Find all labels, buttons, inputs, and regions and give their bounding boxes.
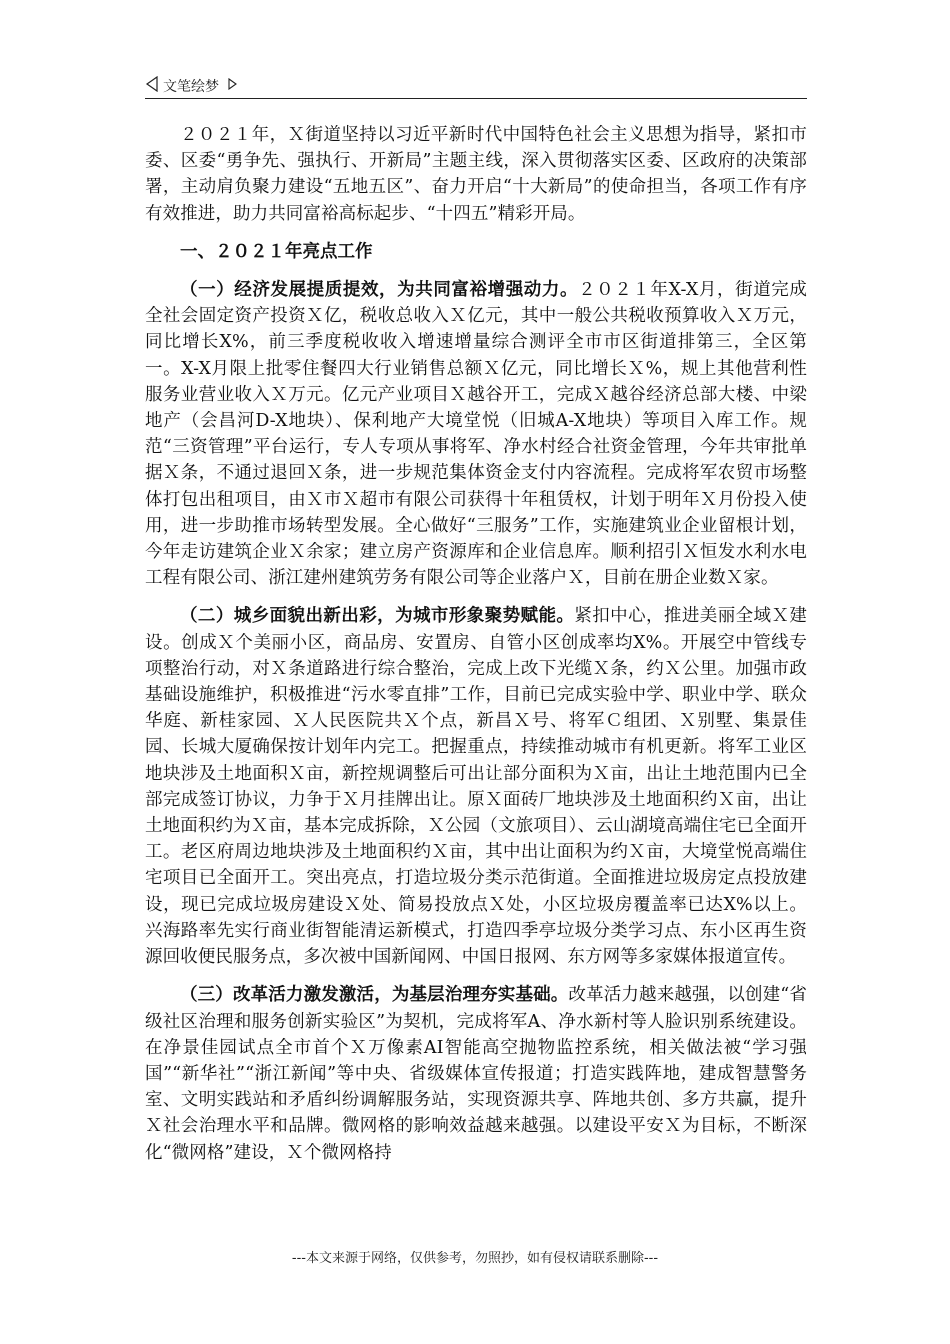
header-divider bbox=[145, 98, 807, 99]
section-title-1: （一）经济发展提质提效，为共同富裕增强动力。 bbox=[180, 280, 579, 301]
section-body-2: 紧扣中心，推进美丽全域Ｘ建设。创成Ｘ个美丽小区，商品房、安置房、自管小区创成率均X%。开展空中管线专项整治行动，对Ｘ条道路进行综合整治，完成上改下光缆Ｘ条，约Ｘ公里。加强市政基础设施维护，积极推进“污水零直排”工作，目前已完成实验中学、职业中学、联众华庭、新桂家园、Ｘ人民医院共Ｘ个点，新昌Ｘ号、将军Ｃ组团、Ｘ别墅、集景佳园、长城大厦确保按计划年内完工。把握重点，持续推动城市有机更新。将军工业区地块涉及土地面积Ｘ亩，新控规调整后可出让部分面积为Ｘ亩，出让土地范围内已全部完成签订协议，力争于Ｘ月挂牌出让。原Ｘ面砖厂地块涉及土地面积约Ｘ亩，出让土地面积约为Ｘ亩，基本完成拆除，Ｘ公园（文旅项目）、云山湖境高端住宅已全面开工。老区府周边地块涉及土地面积约Ｘ亩，其中出让面积为约Ｘ亩，大境堂悦高端住宅项目已全面开工。突出亮点，打造垃圾分类示范街道。全面推进垃圾房定点投放建设，现已完成垃圾房建设Ｘ处、简易投放点Ｘ处，小区垃圾房覆盖率已达X%以上。兴海路率先实行商业街智能清运新模式，打造四季亭垃圾分类学习点、东小区再生资源回收便民服务点，多次被中国新闻网、中国日报网、东方网等多家媒体报道宣传。 bbox=[145, 606, 807, 968]
header-brand: 文笔绘梦 bbox=[163, 79, 219, 95]
intro-paragraph: ２０２１年，Ｘ街道坚持以习近平新时代中国特色社会主义思想为指导，紧扣市委、区委“勇争先、强执行、开新局”主题主线，深入贯彻落实区委、区政府的决策部署，主动肩负聚力建设“五地五区”、奋力开启“十大新局”的使命担当，各项工作有序有效推进，助力共同富裕高标起步、“十四五”精彩开局。 bbox=[145, 125, 807, 224]
section-title-2: （二）城乡面貌出新出彩，为城市形象聚势赋能。 bbox=[180, 606, 575, 627]
document-body bbox=[145, 122, 807, 1178]
left-triangle-icon bbox=[145, 76, 159, 96]
section-body-3: 改革活力越来越强，以创建“省级社区治理和服务创新实验区”为契机，完成将军A、净水新村等人脸识别系统建设。在净景佳园试点全市首个Ｘ万像素AI智能高空抛物监控系统，相关做法被“学习强国”“新华社”“浙江新闻”等中央、省级媒体宣传报道；打造实践阵地，建成智慧警务室、文明实践站和矛盾纠纷调解服务站，实现资源共享、阵地共创、多方共赢，提升Ｘ社会治理水平和品牌。微网格的影响效益越来越强。以建设平安Ｘ为目标，不断深化“微网格”建设，Ｘ个微网格持 bbox=[145, 985, 807, 1163]
page-footer: ---本文来源于网络，仅供参考，勿照抄，如有侵权请联系删除--- bbox=[291, 1251, 659, 1266]
right-triangle-icon bbox=[227, 78, 237, 94]
section-heading: 一、２０２１年亮点工作 bbox=[180, 241, 373, 262]
page-header bbox=[145, 76, 807, 96]
section-paragraph-1 bbox=[145, 277, 807, 591]
section-title-3: （三）改革活力激发激活，为基层治理夯实基础。 bbox=[180, 985, 569, 1006]
section-paragraph-2 bbox=[145, 603, 807, 970]
section-body-1: ２０２１年X-X月，街道完成全社会固定资产投资Ｘ亿，税收总收入Ｘ亿元，其中一般公共税收预算收入Ｘ万元，同比增长X%，前三季度税收收入增速增量综合测评全市市区街道排第三，全区第一。X-X月限上批零住餐四大行业销售总额Ｘ亿元，同比增长Ｘ%，规上其他营利性服务业营业收入Ｘ万元。亿元产业项目Ｘ越谷开工，完成Ｘ越谷经济总部大楼、中梁地产（会昌河D-X地块）、保利地产大境堂悦（旧城A-X地块）等项目入库工作。规范“三资管理”平台运行，专人专项从事将军、净水村经合社资金管理，今年共审批单据Ｘ条，不通过退回Ｘ条，进一步规范集体资金支付内容流程。完成将军农贸市场整体打包出租项目，由Ｘ市Ｘ超市有限公司获得十年租赁权，计划于明年Ｘ月份投入使用，进一步助推市场转型发展。全心做好“三服务”工作，实施建筑业企业留根计划，今年走访建筑企业Ｘ余家；建立房产资源库和企业信息库。顺利招引Ｘ恒发水利水电工程有限公司、浙江建州建筑劳务有限公司等企业落户Ｘ，目前在册企业数Ｘ家。 bbox=[145, 280, 807, 589]
section-paragraph-3 bbox=[145, 982, 807, 1165]
